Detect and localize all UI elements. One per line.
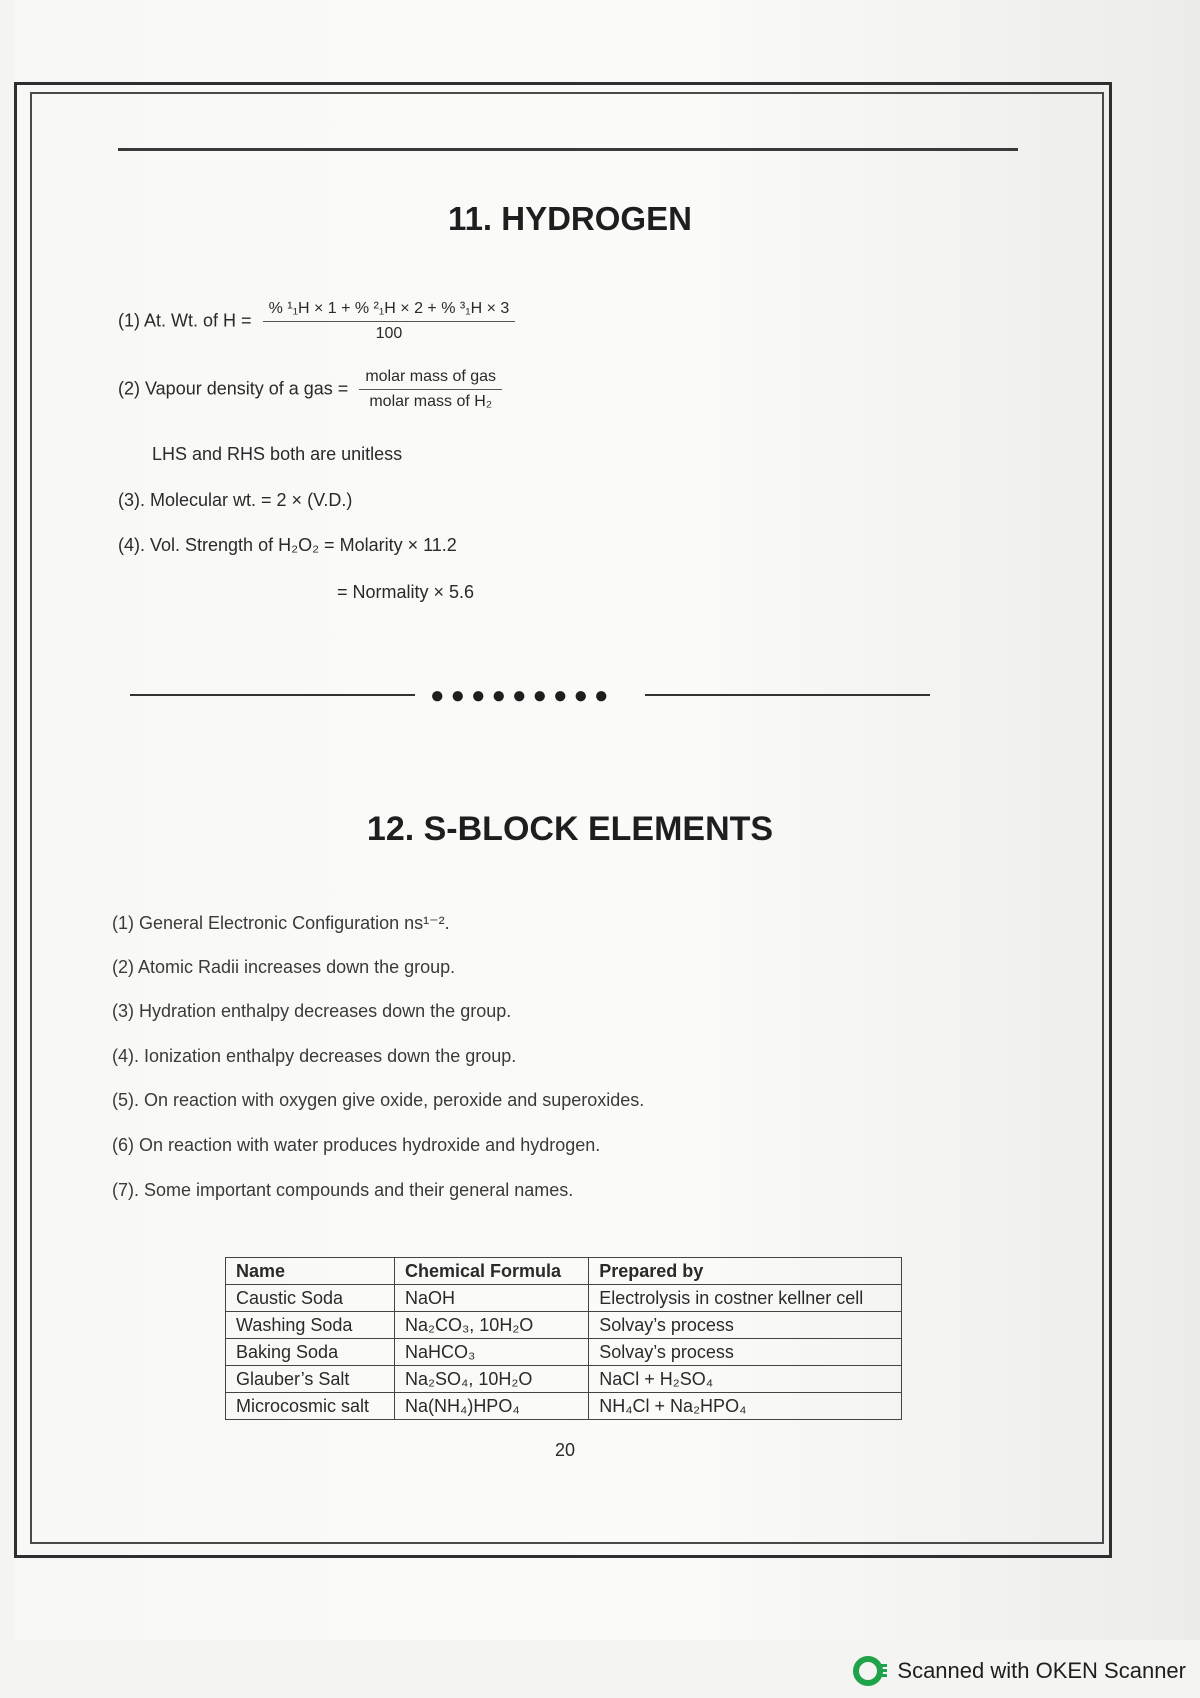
table-row [226,1393,902,1420]
cell-formula: Na₂SO₄, 10H₂O [394,1366,588,1393]
unitless-note: LHS and RHS both are unitless [152,444,403,464]
column-header-name: Name [226,1258,395,1285]
list-item: (7). Some important compounds and their general names. [112,1180,574,1200]
cell-name: Washing Soda [226,1312,395,1339]
fraction [263,300,516,343]
formula-volume-strength-normality: = Normality × 5.6 [337,582,475,602]
cell-name: Microcosmic salt [226,1393,395,1420]
cell-prepared-by: NH₄Cl + Na₂HPO₄ [589,1393,902,1420]
formula-volume-strength: (4). Vol. Strength of H₂O₂ = Molarity × 11.2 [118,535,457,555]
cell-formula: Na(NH₄)HPO₄ [394,1393,588,1420]
page-number: 20 [555,1440,576,1460]
cell-formula: Na₂CO₃, 10H₂O [394,1312,588,1339]
watermark-text: Scanned with OKEN Scanner [897,1658,1186,1683]
formula-atomic-weight [118,300,515,343]
scanner-watermark [853,1656,1186,1686]
section-separator [130,682,930,709]
separator-dots: ●●●●●●●●● [430,682,615,709]
column-header-formula: Chemical Formula [394,1258,588,1285]
cell-prepared-by: Solvay’s process [589,1339,902,1366]
list-item: (6) On reaction with water produces hydroxide and hydrogen. [112,1135,601,1155]
table-row [226,1285,902,1312]
numerator: molar mass of gas [359,368,502,390]
cell-prepared-by: NaCl + H₂SO₄ [589,1366,902,1393]
cell-name: Glauber’s Salt [226,1366,395,1393]
denominator: molar mass of H₂ [369,393,493,410]
formula-label: (1) At. Wt. of H = [118,310,252,331]
column-header-prepared-by: Prepared by [589,1258,902,1285]
formula-label: (2) Vapour density of a gas = [118,378,349,399]
list-item: (2) Atomic Radii increases down the group. [112,957,456,977]
table-row [226,1312,902,1339]
list-item: (1) General Electronic Configuration ns¹⁻². [112,913,450,933]
separator-line-left [130,694,415,696]
numerator: % ¹₁H × 1 + % ²₁H × 2 + % ³₁H × 3 [263,300,516,322]
section-title-s-block: 12. S-BLOCK ELEMENTS [366,810,774,848]
top-rule [118,148,1018,151]
cell-formula: NaOH [394,1285,588,1312]
table-row [226,1366,902,1393]
formula-molecular-weight: (3). Molecular wt. = 2 × (V.D.) [118,490,353,510]
fraction [359,368,502,411]
table-row [226,1339,902,1366]
separator-line-right [645,694,930,696]
cell-prepared-by: Electrolysis in costner kellner cell [589,1285,902,1312]
cell-prepared-by: Solvay’s process [589,1312,902,1339]
denominator: 100 [375,325,403,342]
list-item: (4). Ionization enthalpy decreases down the group. [112,1046,517,1066]
cell-name: Caustic Soda [226,1285,395,1312]
cell-formula: NaHCO₃ [394,1339,588,1366]
table-header-row [226,1258,902,1285]
compounds-table [225,1257,902,1420]
list-item: (3) Hydration enthalpy decreases down the group. [112,1001,512,1021]
oken-scanner-logo-icon [853,1656,883,1686]
section-title-hydrogen: 11. HYDROGEN [448,200,692,237]
list-item: (5). On reaction with oxygen give oxide, peroxide and superoxides. [112,1090,645,1110]
cell-name: Baking Soda [226,1339,395,1366]
formula-vapour-density [118,368,502,411]
